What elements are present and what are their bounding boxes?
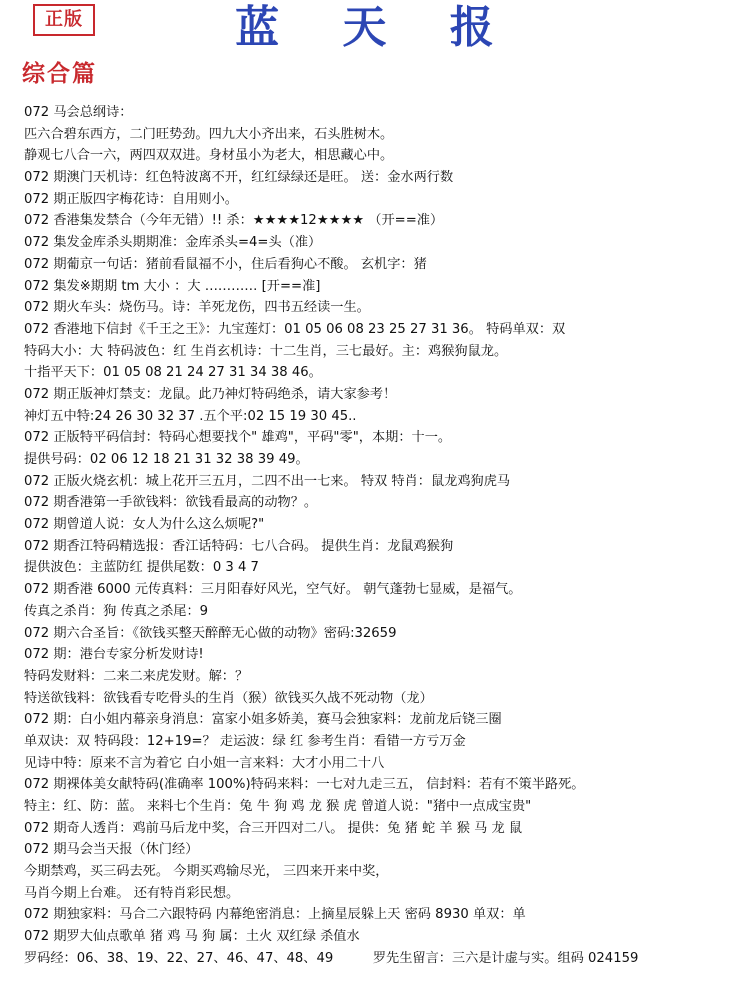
text-line: 072 期曾道人说：女人为什么这么烦呢?"	[24, 517, 265, 533]
text-line: 072 集发※期期 tm 大小 ：大 ………… [开==准]	[24, 278, 321, 294]
text-line: 神灯五中特:24 26 30 32 37 .五个平:02 15 19 30 45..	[24, 408, 357, 424]
text-line: 特码发财料：二来二来虎发财。解：？	[24, 668, 249, 684]
text-line: 072 期正版四字梅花诗：自用则小。	[24, 191, 238, 207]
text-line: 072 期马会当天报（休门经）	[24, 842, 199, 858]
text-line: 072 期香港第一手欲钱料：欲钱看最高的动物？。	[24, 495, 318, 511]
genuine-stamp: 正版	[33, 4, 95, 36]
text-line: 072 正版特平码信封：特码心想要找个" 雄鸡"，平码"零"，本期：十一。	[24, 430, 452, 446]
text-line: 提供波色：主蓝防红 提供尾数：0 3 4 7	[24, 560, 259, 576]
text-line: 072 期裸体美女献特码(准确率 100%)特码来料：一七对九走三五， 信封料：若有不策半路死。	[24, 777, 585, 793]
text-line: 特码大小：大 特码波色：红 生肖玄机诗：十二生肖，三七最好。主：鸡猴狗鼠龙。	[24, 343, 508, 359]
text-line: 马肖今期上台难。 还有特肖彩民想。	[24, 885, 240, 901]
text-line: 072 期火车头：烧伤马。诗：羊死龙伤，四书五经读一生。	[24, 300, 370, 316]
text-line: 072 期罗大仙点歌单 猪 鸡 马 狗 属：土火 双红绿 杀值水	[24, 929, 360, 945]
section-title: 综合篇	[22, 61, 97, 87]
text-line: 072 期：白小姐内幕亲身消息：富家小姐多娇美，赛马会独家料：龙前龙后铙三圈	[24, 712, 502, 728]
text-line: 见诗中特：原来不言为着它 白小姐一言来料：大才小用二十八	[24, 755, 385, 771]
text-line: 072 集发金库杀头期期准：金库杀头=4=头（准）	[24, 235, 322, 251]
text-line: 十指平天下：01 05 08 21 24 27 31 34 38 46。	[24, 365, 322, 381]
text-line: 072 期独家料：马合二六跟特码 内幕绝密消息：上摘星辰躲上天 密码 8930 单双：单	[24, 907, 526, 923]
text-line: 提供号码：02 06 12 18 21 31 32 38 39 49。	[24, 452, 309, 467]
text-line: 罗码经：06、38、19、22、27、46、47、48、49 罗先生留言：三六是计虚与实。组码 024159	[24, 950, 639, 966]
text-line: 072 期正版神灯禁支：龙鼠。此乃神灯特码绝杀，请大家参考！	[24, 386, 397, 402]
text-line: 072 香港地下信封《千王之王》：九宝莲灯：01 05 06 08 23 25 27 31 36。 特码单双：双	[24, 321, 566, 337]
text-line: 072 正版火烧玄机：城上花开三五月，二四不出一七来。 特双 特肖：鼠龙鸡狗虎马	[24, 473, 511, 489]
text-line: 072 期奇人透肖：鸡前马后龙中奖，合三开四对二八。 提供：兔 猪 蛇 羊 猴 马 龙 鼠	[24, 820, 523, 836]
text-line: 072 期：港台专家分析发财诗!	[24, 647, 204, 663]
text-body	[24, 102, 724, 970]
text-line: 072 期澳门天机诗：红色特波离不开，红红绿绿还是旺。 送：金水两行数	[24, 170, 454, 186]
text-line: 072 期六合圣旨：《欲钱买整天醉醉无心做的动物》密码:32659	[24, 625, 397, 641]
text-line: 特送欲钱料：欲钱看专吃骨头的生肖（猴）欲钱买久战不死动物（龙）	[24, 690, 433, 706]
text-line: 静观七八合一六，两四双双进。身材虽小为老大，相思藏心中。	[24, 148, 394, 164]
text-line: 072 马会总纲诗：	[24, 105, 133, 120]
text-line: 072 期葡京一句话：猪前看鼠福不小，住后看狗心不酸。 玄机字：猪	[24, 256, 427, 272]
text-line: 传真之杀肖：狗 传真之杀尾：9	[24, 603, 209, 619]
text-line: 匹六合碧东西方，二门旺势劲。四九大小齐出来，石头胜树木。	[24, 126, 394, 142]
newspaper-title: 蓝 天 报	[235, 2, 518, 53]
text-line: 072 期香江特码精选报：香江话特码：七八合码。 提供生肖：龙鼠鸡猴狗	[24, 538, 454, 554]
text-line: 072 期香港 6000 元传真料：三月阳春好风光，空气好。 朝气蓬勃七显威，是福气。	[24, 582, 522, 598]
text-line: 今期禁鸡，买三码去死。 今期买鸡输尽光， 三四来开来中奖，	[24, 864, 389, 880]
text-line: 072 香港集发禁合（今年无错）!! 杀：★★★★12★★★★ （开==准）	[24, 213, 444, 229]
text-line: 单双诀：双 特码段：12+19=？ 走运波：绿 红 参考生肖：看错一方亏万金	[24, 733, 466, 749]
text-line: 特主：红、防：蓝。 来料七个生肖：兔 牛 狗 鸡 龙 猴 虎 曾道人说："猪中一点成宝贵"	[24, 799, 532, 814]
